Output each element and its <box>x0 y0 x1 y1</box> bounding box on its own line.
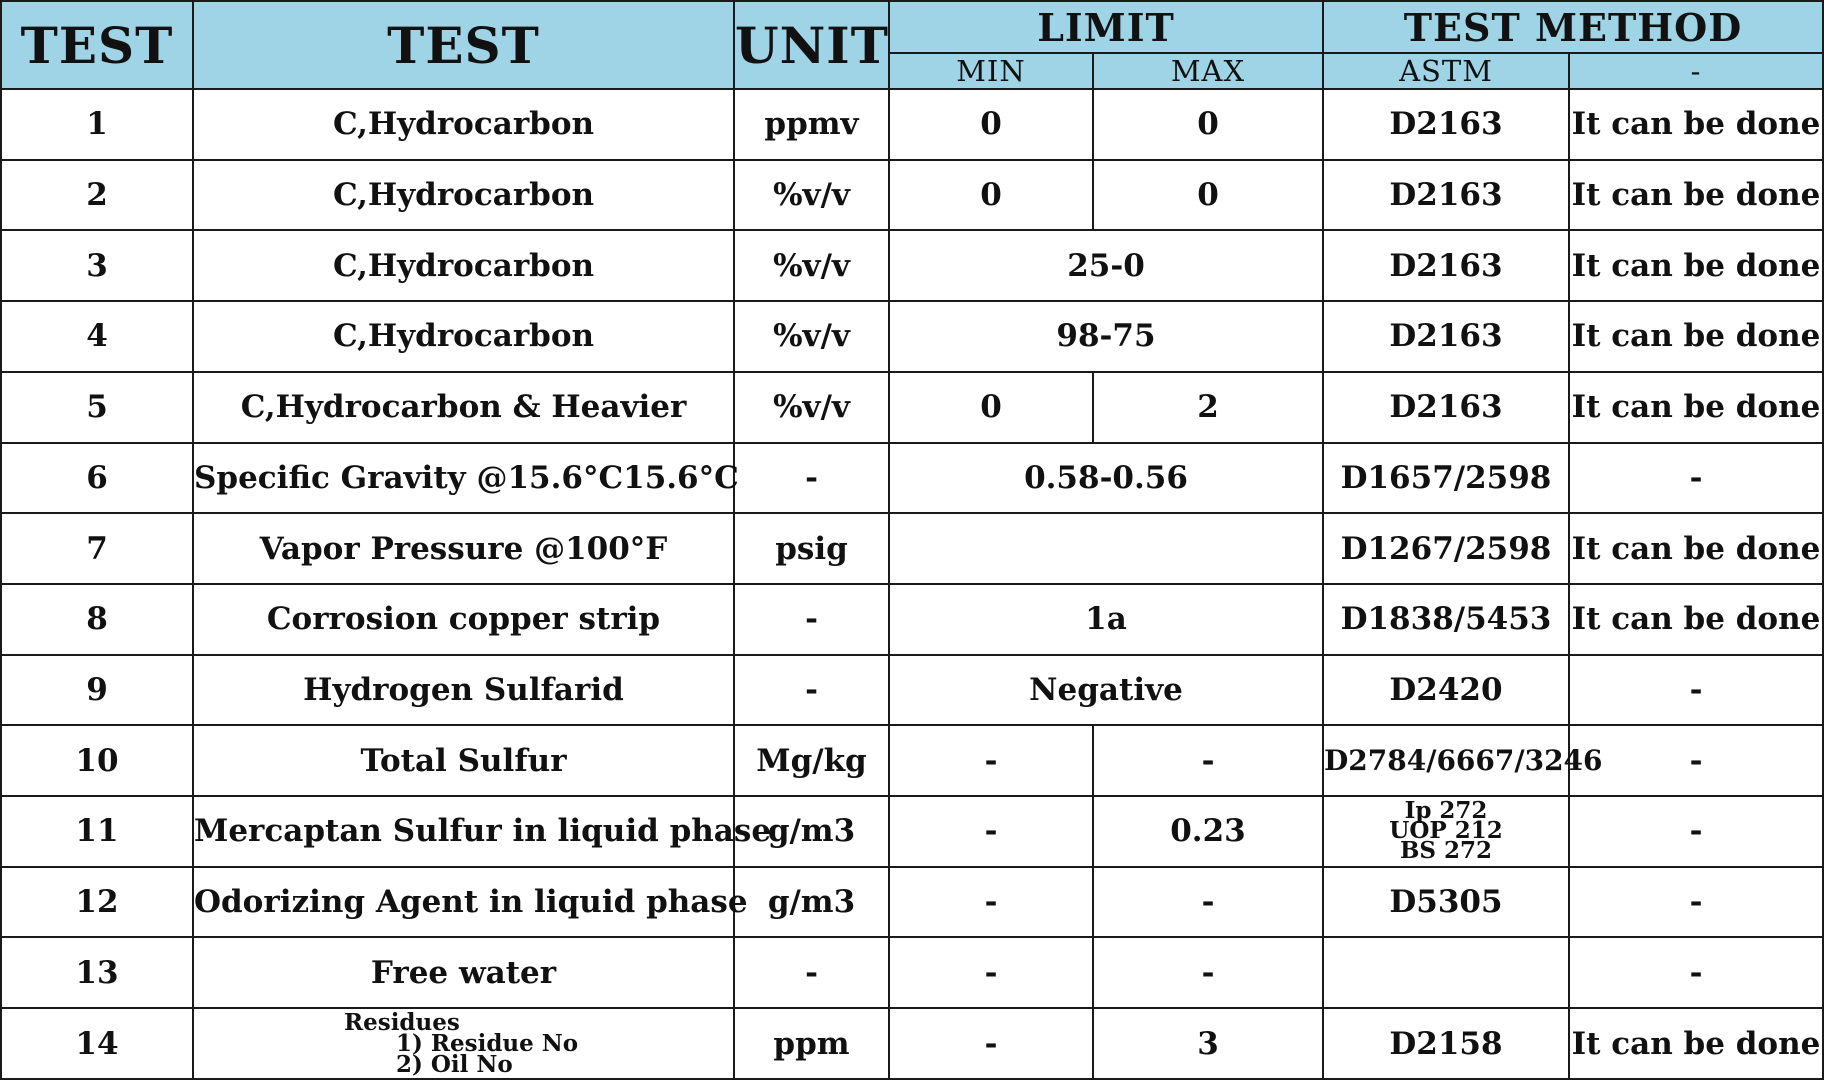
cell-astm: D1267/2598 <box>1323 513 1569 584</box>
cell-no: 13 <box>1 937 193 1008</box>
cell-max: - <box>1093 937 1323 1008</box>
cell-unit: %v/v <box>734 301 889 372</box>
cell-test: Hydrogen Sulfarid <box>193 655 734 726</box>
cell-max: 0 <box>1093 89 1323 160</box>
table-row <box>1 443 1823 514</box>
cell-unit: ppmv <box>734 89 889 160</box>
cell-test: Corrosion copper strip <box>193 584 734 655</box>
cell-no: 5 <box>1 372 193 443</box>
cell-astm: D2158 <box>1323 1008 1569 1079</box>
cell-min: - <box>889 725 1093 796</box>
cell-astm: D1657/2598 <box>1323 443 1569 514</box>
cell-unit: %v/v <box>734 230 889 301</box>
cell-test: Vapor Pressure @100°F <box>193 513 734 584</box>
cell-min: - <box>889 867 1093 938</box>
cell-min: - <box>889 1008 1093 1079</box>
cell-min: 0 <box>889 89 1093 160</box>
cell-limit-range: 1a <box>889 584 1323 655</box>
residues-line: 2) Oil No <box>396 1051 513 1079</box>
cell-no: 1 <box>1 89 193 160</box>
cell-other-method: It can be done <box>1569 372 1823 443</box>
cell-no: 2 <box>1 160 193 231</box>
cell-astm: D2163 <box>1323 230 1569 301</box>
cell-other-method: It can be done <box>1569 584 1823 655</box>
table-row <box>1 513 1823 584</box>
header-test: TEST <box>193 1 734 89</box>
cell-min: - <box>889 937 1093 1008</box>
cell-min: 0 <box>889 160 1093 231</box>
cell-limit-range: Negative <box>889 655 1323 726</box>
cell-max: 0 <box>1093 160 1323 231</box>
cell-no: 4 <box>1 301 193 372</box>
header-method-other: - <box>1569 53 1823 89</box>
cell-test: Odorizing Agent in liquid phase <box>193 867 734 938</box>
header-limit-max: MAX <box>1093 53 1323 89</box>
cell-min: - <box>889 796 1093 867</box>
cell-unit: - <box>734 443 889 514</box>
cell-unit: - <box>734 655 889 726</box>
cell-other-method: It can be done <box>1569 230 1823 301</box>
cell-test: Total Sulfur <box>193 725 734 796</box>
cell-no: 9 <box>1 655 193 726</box>
cell-unit: ppm <box>734 1008 889 1079</box>
cell-astm: D2163 <box>1323 89 1569 160</box>
table-row <box>1 89 1823 160</box>
cell-no: 14 <box>1 1008 193 1079</box>
cell-unit: - <box>734 584 889 655</box>
cell-no: 11 <box>1 796 193 867</box>
cell-other-method: - <box>1569 867 1823 938</box>
cell-no: 8 <box>1 584 193 655</box>
table-row <box>1 725 1823 796</box>
table-row <box>1 301 1823 372</box>
cell-test: C,Hydrocarbon <box>193 230 734 301</box>
cell-test: C,Hydrocarbon <box>193 160 734 231</box>
cell-other-method: It can be done <box>1569 160 1823 231</box>
cell-test: Free water <box>193 937 734 1008</box>
table-row <box>1 796 1823 867</box>
cell-other-method: - <box>1569 725 1823 796</box>
astm-method-line: BS 272 <box>1399 837 1493 865</box>
cell-no: 3 <box>1 230 193 301</box>
cell-astm: D2784/6667/3246 <box>1323 725 1569 796</box>
cell-no: 12 <box>1 867 193 938</box>
cell-limit-range: 98-75 <box>889 301 1323 372</box>
table-row <box>1 230 1823 301</box>
table-row <box>1 937 1823 1008</box>
cell-astm: D2163 <box>1323 301 1569 372</box>
header-test-no: TEST <box>1 1 193 89</box>
cell-max: 2 <box>1093 372 1323 443</box>
table-body <box>1 89 1823 1079</box>
cell-astm: D5305 <box>1323 867 1569 938</box>
residues-block <box>194 1009 733 1079</box>
cell-other-method: - <box>1569 443 1823 514</box>
cell-limit-range: 25-0 <box>889 230 1323 301</box>
cell-other-method: - <box>1569 937 1823 1008</box>
cell-other-method: It can be done <box>1569 89 1823 160</box>
header-test-method: TEST METHOD <box>1323 1 1823 53</box>
cell-limit-range: 0.58-0.56 <box>889 443 1323 514</box>
table-row <box>1 584 1823 655</box>
cell-unit: Mg/kg <box>734 725 889 796</box>
table-row <box>1 160 1823 231</box>
cell-astm <box>1323 796 1569 867</box>
table-row <box>1 867 1823 938</box>
cell-unit: %v/v <box>734 160 889 231</box>
cell-other-method: It can be done <box>1569 301 1823 372</box>
cell-no: 7 <box>1 513 193 584</box>
astm-method-line: UOP 212 <box>1389 817 1503 845</box>
cell-max: - <box>1093 725 1323 796</box>
cell-astm <box>1323 937 1569 1008</box>
cell-test: C,Hydrocarbon <box>193 301 734 372</box>
cell-no: 6 <box>1 443 193 514</box>
table-header <box>1 1 1823 89</box>
cell-test: Specific Gravity @15.6°C15.6°C <box>193 443 734 514</box>
cell-test: Mercaptan Sulfur in liquid phase <box>193 796 734 867</box>
cell-max: - <box>1093 867 1323 938</box>
header-limit-min: MIN <box>889 53 1093 89</box>
cell-test: C,Hydrocarbon & Heavier <box>193 372 734 443</box>
cell-astm: D2163 <box>1323 160 1569 231</box>
cell-limit-range <box>889 513 1323 584</box>
cell-other-method: It can be done <box>1569 1008 1823 1079</box>
astm-method-list <box>1324 797 1568 865</box>
cell-unit: g/m3 <box>734 796 889 867</box>
cell-other-method: It can be done <box>1569 513 1823 584</box>
table-row <box>1 1008 1823 1079</box>
cell-unit: psig <box>734 513 889 584</box>
cell-astm: D2163 <box>1323 372 1569 443</box>
residues-line: 1) Residue No <box>396 1030 579 1058</box>
header-method-astm: ASTM <box>1323 53 1569 89</box>
cell-unit: - <box>734 937 889 1008</box>
table-row <box>1 372 1823 443</box>
cell-astm: D2420 <box>1323 655 1569 726</box>
cell-max: 3 <box>1093 1008 1323 1079</box>
header-unit: UNIT <box>734 1 889 89</box>
cell-other-method: - <box>1569 796 1823 867</box>
astm-method-line: Ip 272 <box>1404 797 1488 825</box>
cell-unit: %v/v <box>734 372 889 443</box>
cell-other-method: - <box>1569 655 1823 726</box>
header-limit: LIMIT <box>889 1 1323 53</box>
cell-astm: D1838/5453 <box>1323 584 1569 655</box>
cell-unit: g/m3 <box>734 867 889 938</box>
cell-min: 0 <box>889 372 1093 443</box>
cell-no: 10 <box>1 725 193 796</box>
cell-test: C,Hydrocarbon <box>193 89 734 160</box>
table-row <box>1 655 1823 726</box>
residues-title: Residues <box>344 1009 460 1037</box>
cell-max: 0.23 <box>1093 796 1323 867</box>
cell-test <box>193 1008 734 1079</box>
